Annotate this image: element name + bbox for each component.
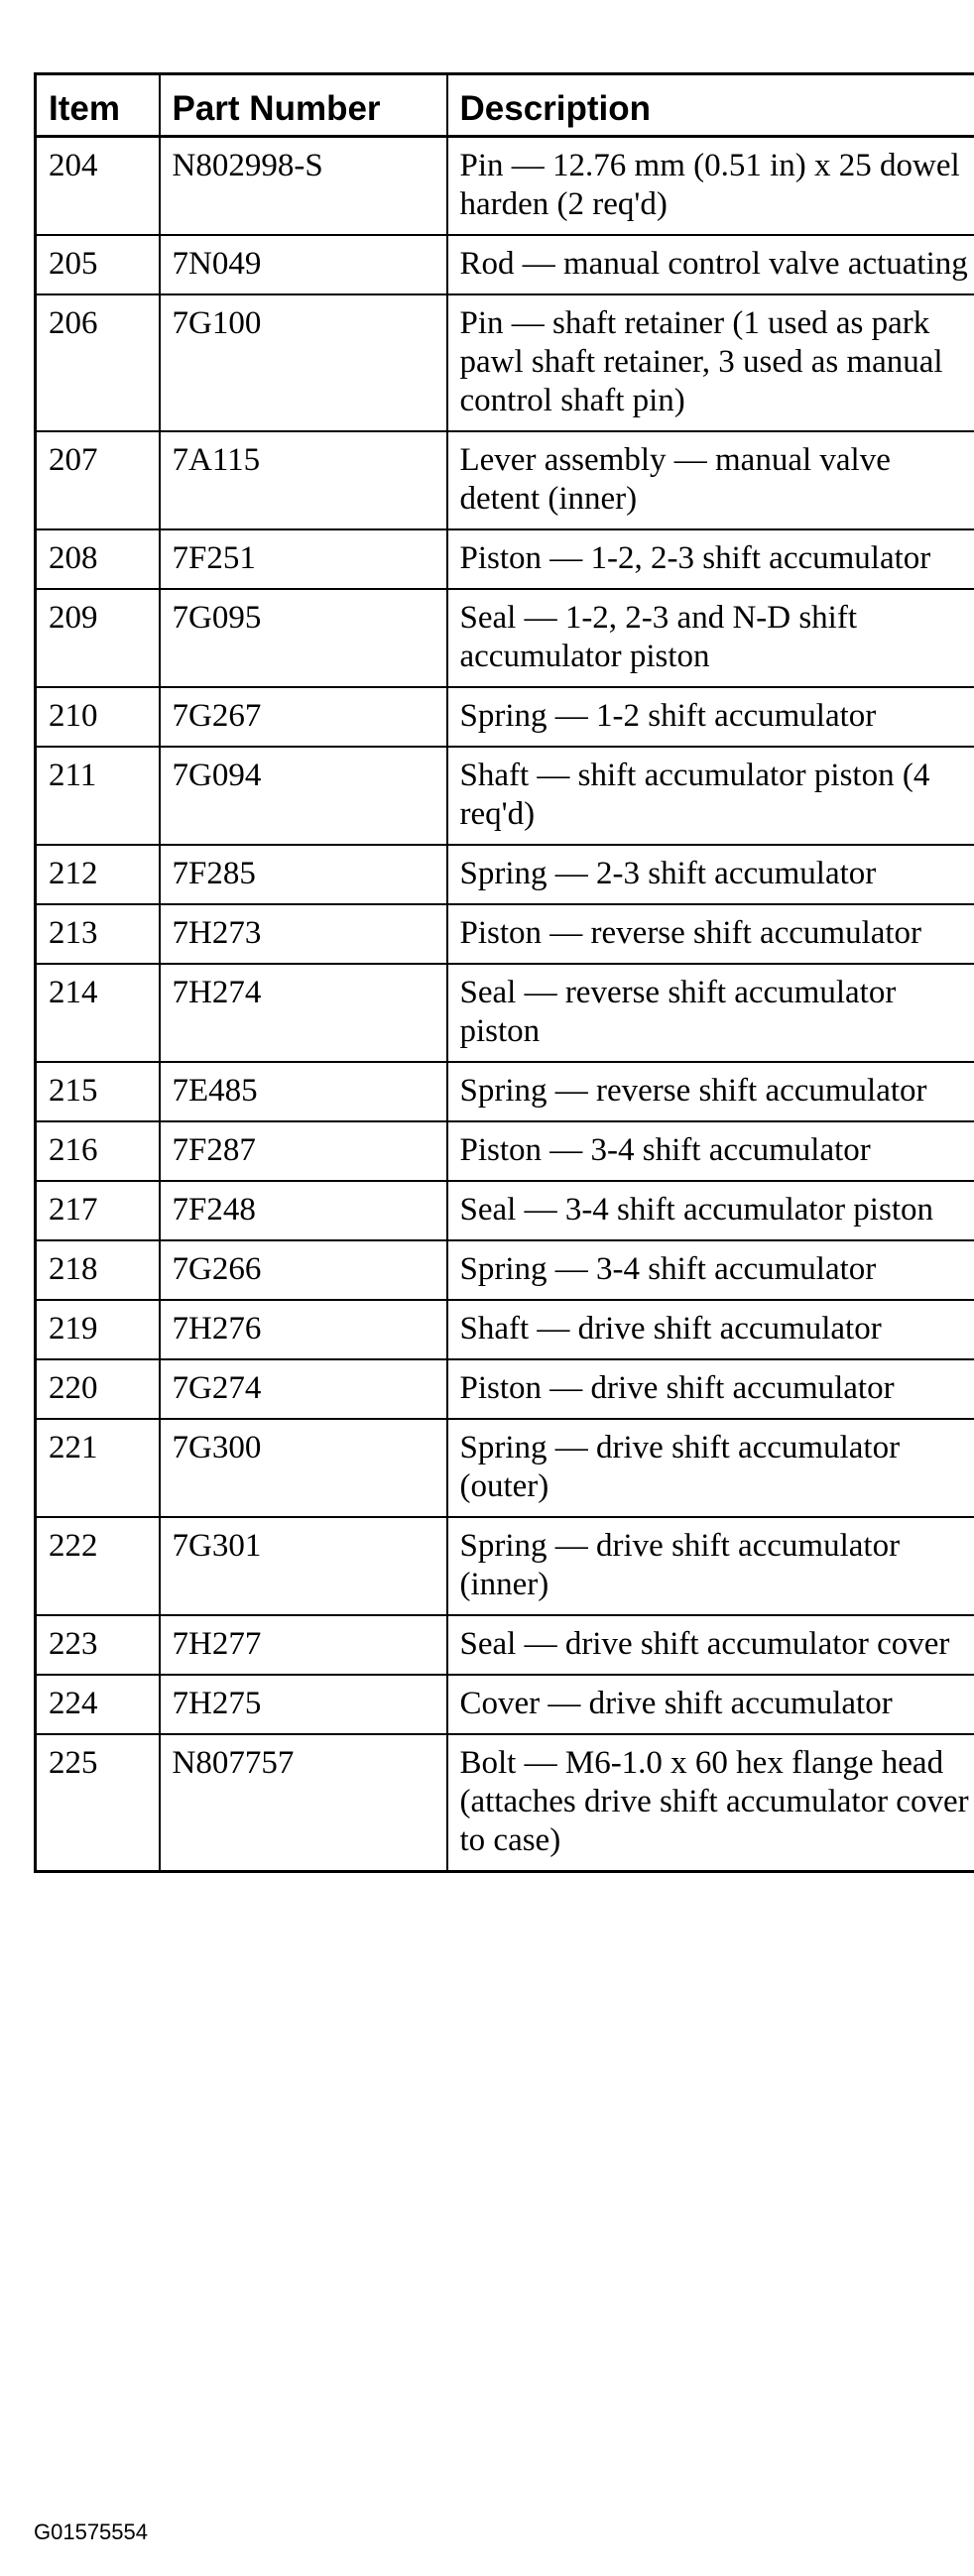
item-cell: 207 — [36, 431, 160, 529]
table-header — [36, 74, 974, 137]
table-row — [36, 687, 974, 747]
table-row — [36, 1062, 974, 1121]
item-cell: 204 — [36, 137, 160, 236]
table-row — [36, 1121, 974, 1181]
part-number-cell: 7A115 — [160, 431, 447, 529]
part-number-cell: 7H275 — [160, 1675, 447, 1734]
part-number-cell: 7F287 — [160, 1121, 447, 1181]
header-row — [36, 74, 974, 137]
description-cell: Seal — drive shift accumulator cover — [447, 1615, 974, 1675]
header-description: Description — [447, 74, 974, 137]
item-cell: 211 — [36, 747, 160, 845]
part-number-cell: 7N049 — [160, 235, 447, 294]
item-cell: 219 — [36, 1300, 160, 1359]
table-body — [36, 137, 974, 1872]
item-cell: 218 — [36, 1240, 160, 1300]
description-cell: Spring — 1-2 shift accumulator — [447, 687, 974, 747]
header-part-number: Part Number — [160, 74, 447, 137]
description-cell: Spring — 2-3 shift accumulator — [447, 845, 974, 904]
description-cell: Cover — drive shift accumulator — [447, 1675, 974, 1734]
table-row — [36, 589, 974, 687]
description-cell: Shaft — shift accumulator piston (4 req'd) — [447, 747, 974, 845]
description-cell: Shaft — drive shift accumulator — [447, 1300, 974, 1359]
table-row — [36, 431, 974, 529]
table-row — [36, 1300, 974, 1359]
part-number-cell: 7F285 — [160, 845, 447, 904]
table-row — [36, 845, 974, 904]
parts-table — [34, 72, 974, 1873]
part-number-cell: 7H276 — [160, 1300, 447, 1359]
table-row — [36, 1359, 974, 1419]
item-cell: 215 — [36, 1062, 160, 1121]
part-number-cell: 7G100 — [160, 294, 447, 431]
part-number-cell: 7F248 — [160, 1181, 447, 1240]
item-cell: 221 — [36, 1419, 160, 1517]
table-row — [36, 1734, 974, 1872]
item-cell: 213 — [36, 904, 160, 964]
item-cell: 212 — [36, 845, 160, 904]
table-row — [36, 964, 974, 1062]
item-cell: 209 — [36, 589, 160, 687]
description-cell: Piston — 3-4 shift accumulator — [447, 1121, 974, 1181]
description-cell: Piston — 1-2, 2-3 shift accumulator — [447, 529, 974, 589]
figure-id: G01575554 — [34, 2519, 148, 2544]
table-row — [36, 904, 974, 964]
part-number-cell: 7G095 — [160, 589, 447, 687]
part-number-cell: N807757 — [160, 1734, 447, 1872]
description-cell: Piston — reverse shift accumulator — [447, 904, 974, 964]
part-number-cell: N802998-S — [160, 137, 447, 236]
table-row — [36, 1517, 974, 1615]
table-row — [36, 529, 974, 589]
part-number-cell: 7E485 — [160, 1062, 447, 1121]
item-cell: 217 — [36, 1181, 160, 1240]
item-cell: 214 — [36, 964, 160, 1062]
description-cell: Spring — reverse shift accumulator — [447, 1062, 974, 1121]
description-cell: Seal — 1-2, 2-3 and N-D shift accumulator piston — [447, 589, 974, 687]
description-cell: Spring — drive shift accumulator (inner) — [447, 1517, 974, 1615]
description-cell: Pin — shaft retainer (1 used as park pawl shaft retainer, 3 used as manual control shaft pin) — [447, 294, 974, 431]
item-cell: 205 — [36, 235, 160, 294]
header-item: Item — [36, 74, 160, 137]
description-cell: Seal — reverse shift accumulator piston — [447, 964, 974, 1062]
description-cell: Bolt — M6-1.0 x 60 hex flange head (attaches drive shift accumulator cover to case) — [447, 1734, 974, 1872]
item-cell: 225 — [36, 1734, 160, 1872]
table-row — [36, 747, 974, 845]
item-cell: 206 — [36, 294, 160, 431]
description-cell: Piston — drive shift accumulator — [447, 1359, 974, 1419]
table-row — [36, 1240, 974, 1300]
description-cell: Rod — manual control valve actuating — [447, 235, 974, 294]
item-cell: 223 — [36, 1615, 160, 1675]
item-cell: 224 — [36, 1675, 160, 1734]
part-number-cell: 7H273 — [160, 904, 447, 964]
table-row — [36, 235, 974, 294]
table-row — [36, 1615, 974, 1675]
table-row — [36, 137, 974, 236]
description-cell: Lever assembly — manual valve detent (inner) — [447, 431, 974, 529]
part-number-cell: 7G301 — [160, 1517, 447, 1615]
table-row — [36, 294, 974, 431]
part-number-cell: 7G300 — [160, 1419, 447, 1517]
description-cell: Pin — 12.76 mm (0.51 in) x 25 dowel harden (2 req'd) — [447, 137, 974, 236]
part-number-cell: 7G274 — [160, 1359, 447, 1419]
table-row — [36, 1419, 974, 1517]
item-cell: 216 — [36, 1121, 160, 1181]
part-number-cell: 7H274 — [160, 964, 447, 1062]
item-cell: 208 — [36, 529, 160, 589]
part-number-cell: 7F251 — [160, 529, 447, 589]
item-cell: 220 — [36, 1359, 160, 1419]
part-number-cell: 7H277 — [160, 1615, 447, 1675]
description-cell: Spring — drive shift accumulator (outer) — [447, 1419, 974, 1517]
item-cell: 210 — [36, 687, 160, 747]
part-number-cell: 7G267 — [160, 687, 447, 747]
description-cell: Spring — 3-4 shift accumulator — [447, 1240, 974, 1300]
part-number-cell: 7G094 — [160, 747, 447, 845]
table-row — [36, 1675, 974, 1734]
item-cell: 222 — [36, 1517, 160, 1615]
description-cell: Seal — 3-4 shift accumulator piston — [447, 1181, 974, 1240]
table-row — [36, 1181, 974, 1240]
part-number-cell: 7G266 — [160, 1240, 447, 1300]
